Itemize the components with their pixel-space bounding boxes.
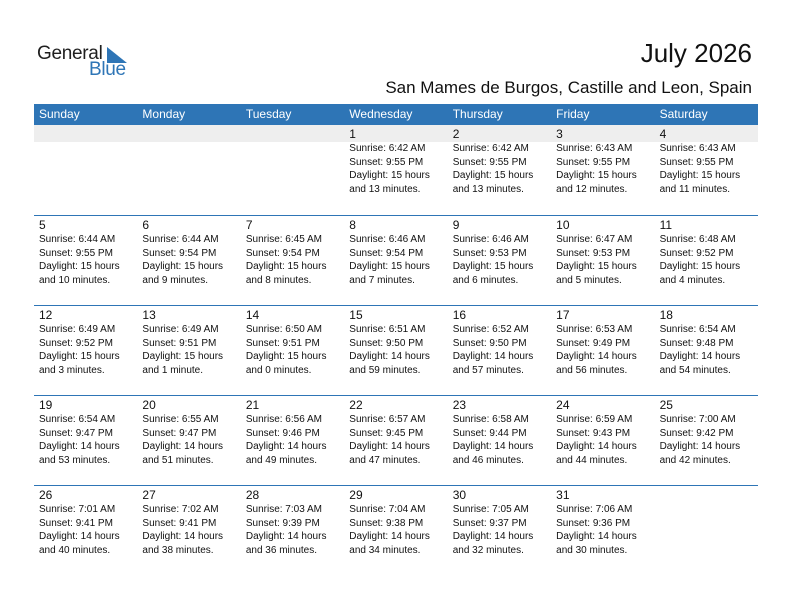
sunset-time: Sunset: 9:39 PM bbox=[245, 517, 320, 529]
day-cell bbox=[448, 125, 551, 215]
day-cell bbox=[34, 396, 137, 485]
sunset-time: Sunset: 9:52 PM bbox=[659, 247, 734, 259]
week-row bbox=[34, 215, 758, 305]
day-number: 20 bbox=[142, 398, 156, 412]
sunset-time: Sunset: 9:37 PM bbox=[452, 517, 527, 529]
sunrise-time: Sunrise: 6:44 AM bbox=[142, 234, 219, 245]
weekday-wednesday: Wednesday bbox=[349, 107, 413, 121]
sunrise-time: Sunrise: 7:06 AM bbox=[556, 504, 633, 515]
sunset-time: Sunset: 9:43 PM bbox=[556, 427, 631, 439]
sunrise-time: Sunrise: 6:42 AM bbox=[452, 143, 529, 154]
weekday-header bbox=[34, 104, 758, 125]
day-cell bbox=[551, 125, 654, 215]
sunset-time: Sunset: 9:53 PM bbox=[452, 247, 527, 259]
sunset-time: Sunset: 9:49 PM bbox=[556, 337, 631, 349]
daylight-hours: Daylight: 14 hours bbox=[452, 531, 534, 542]
day-number-band bbox=[34, 125, 137, 142]
daylight-hours: Daylight: 15 hours bbox=[452, 261, 534, 272]
daylight-minutes: and 6 minutes. bbox=[452, 274, 519, 286]
sunrise-time: Sunrise: 6:50 AM bbox=[245, 324, 322, 335]
sunset-time: Sunset: 9:47 PM bbox=[39, 427, 113, 439]
day-number-band bbox=[39, 216, 137, 233]
daylight-hours: Daylight: 15 hours bbox=[142, 261, 224, 272]
day-number: 14 bbox=[245, 308, 260, 322]
day-cell bbox=[344, 396, 447, 485]
sunrise-time: Sunrise: 6:54 AM bbox=[659, 324, 736, 335]
day-number-band bbox=[556, 486, 654, 503]
sunset-time: Sunset: 9:55 PM bbox=[39, 247, 113, 259]
calendar-weeks bbox=[34, 125, 758, 575]
day-number: 6 bbox=[142, 218, 150, 232]
weekday-thursday: Thursday bbox=[452, 107, 503, 121]
day-cell bbox=[551, 306, 654, 395]
day-cell bbox=[241, 396, 344, 485]
day-cell bbox=[655, 306, 758, 395]
week-row bbox=[34, 395, 758, 485]
daylight-hours: Daylight: 15 hours bbox=[659, 261, 741, 272]
daylight-minutes: and 1 minute. bbox=[142, 364, 204, 376]
sunset-time: Sunset: 9:55 PM bbox=[452, 156, 527, 168]
daylight-minutes: and 5 minutes. bbox=[556, 274, 622, 286]
day-cell bbox=[655, 125, 758, 215]
day-number-band bbox=[660, 486, 758, 503]
sunrise-time: Sunrise: 6:55 AM bbox=[142, 414, 219, 425]
daylight-minutes: and 38 minutes. bbox=[142, 544, 214, 556]
daylight-minutes: and 57 minutes. bbox=[452, 364, 524, 376]
empty-day-cell bbox=[137, 125, 240, 215]
sunrise-time: Sunrise: 6:54 AM bbox=[39, 414, 116, 425]
logo-text-general: General bbox=[37, 43, 103, 64]
daylight-minutes: and 49 minutes. bbox=[245, 454, 318, 466]
daylight-minutes: and 40 minutes. bbox=[39, 544, 111, 556]
sunset-time: Sunset: 9:50 PM bbox=[452, 337, 527, 349]
sunset-time: Sunset: 9:41 PM bbox=[142, 517, 217, 529]
day-cell bbox=[655, 216, 758, 305]
daylight-hours: Daylight: 15 hours bbox=[659, 170, 741, 181]
day-number-band bbox=[556, 306, 654, 323]
day-number-band bbox=[142, 396, 240, 413]
daylight-hours: Daylight: 14 hours bbox=[349, 441, 430, 452]
week-row bbox=[34, 485, 758, 575]
daylight-minutes: and 4 minutes. bbox=[659, 274, 726, 286]
day-cell bbox=[344, 306, 447, 395]
sunrise-time: Sunrise: 6:42 AM bbox=[349, 143, 426, 154]
daylight-hours: Daylight: 15 hours bbox=[349, 170, 430, 181]
sunrise-time: Sunrise: 6:49 AM bbox=[39, 324, 116, 335]
day-number: 5 bbox=[39, 218, 46, 232]
day-cell bbox=[137, 216, 240, 305]
sunrise-time: Sunrise: 6:47 AM bbox=[556, 234, 633, 245]
weekday-saturday: Saturday bbox=[659, 107, 708, 121]
sunset-time: Sunset: 9:41 PM bbox=[39, 517, 113, 529]
daylight-minutes: and 10 minutes. bbox=[39, 274, 111, 286]
daylight-minutes: and 53 minutes. bbox=[39, 454, 111, 466]
daylight-hours: Daylight: 14 hours bbox=[39, 531, 120, 542]
day-number-band bbox=[349, 486, 447, 503]
day-cell bbox=[34, 216, 137, 305]
weekday-monday: Monday bbox=[142, 107, 186, 121]
day-number-band bbox=[241, 125, 344, 142]
sunrise-time: Sunrise: 6:56 AM bbox=[245, 414, 322, 425]
daylight-hours: Daylight: 14 hours bbox=[349, 531, 430, 542]
day-number: 19 bbox=[39, 398, 53, 412]
sunset-time: Sunset: 9:54 PM bbox=[349, 247, 424, 259]
day-number-band bbox=[551, 125, 654, 142]
sunset-time: Sunset: 9:54 PM bbox=[245, 247, 320, 259]
day-number: 13 bbox=[142, 308, 156, 322]
daylight-minutes: and 36 minutes. bbox=[245, 544, 318, 556]
day-number-band bbox=[246, 396, 344, 413]
daylight-hours: Daylight: 15 hours bbox=[39, 261, 120, 272]
day-number: 1 bbox=[349, 127, 356, 141]
day-number: 31 bbox=[556, 488, 570, 502]
sunset-time: Sunset: 9:55 PM bbox=[349, 156, 424, 168]
day-cell bbox=[655, 396, 758, 485]
sunrise-time: Sunrise: 7:03 AM bbox=[245, 504, 322, 515]
sunset-time: Sunset: 9:42 PM bbox=[659, 427, 734, 439]
day-number: 12 bbox=[39, 308, 53, 322]
sunset-time: Sunset: 9:53 PM bbox=[556, 247, 631, 259]
day-number: 24 bbox=[556, 398, 570, 412]
daylight-minutes: and 13 minutes. bbox=[452, 183, 524, 195]
weekday-sunday: Sunday bbox=[39, 107, 80, 121]
daylight-hours: Daylight: 15 hours bbox=[556, 170, 637, 181]
sunrise-time: Sunrise: 7:04 AM bbox=[349, 504, 426, 515]
day-cell bbox=[344, 125, 447, 215]
day-cell bbox=[241, 216, 344, 305]
day-number: 7 bbox=[245, 218, 253, 232]
day-cell bbox=[448, 306, 551, 395]
day-number-band bbox=[556, 216, 654, 233]
sunrise-time: Sunrise: 7:01 AM bbox=[39, 504, 116, 515]
day-number-band bbox=[660, 396, 758, 413]
sunrise-time: Sunrise: 7:05 AM bbox=[452, 504, 529, 515]
sunset-time: Sunset: 9:51 PM bbox=[245, 337, 320, 349]
day-number-band bbox=[349, 396, 447, 413]
daylight-minutes: and 56 minutes. bbox=[556, 364, 628, 376]
daylight-hours: Daylight: 15 hours bbox=[245, 261, 327, 272]
day-number-band bbox=[453, 396, 551, 413]
day-number-band bbox=[246, 216, 344, 233]
daylight-hours: Daylight: 14 hours bbox=[556, 531, 637, 542]
day-number: 29 bbox=[349, 488, 363, 502]
sunset-time: Sunset: 9:44 PM bbox=[452, 427, 527, 439]
week-row bbox=[34, 305, 758, 395]
day-number: 22 bbox=[349, 398, 363, 412]
daylight-minutes: and 7 minutes. bbox=[349, 274, 415, 286]
daylight-hours: Daylight: 14 hours bbox=[452, 441, 534, 452]
day-number-band bbox=[660, 306, 758, 323]
day-number: 11 bbox=[659, 218, 673, 232]
daylight-hours: Daylight: 14 hours bbox=[659, 441, 741, 452]
daylight-hours: Daylight: 14 hours bbox=[245, 531, 327, 542]
daylight-minutes: and 9 minutes. bbox=[142, 274, 209, 286]
day-number-band bbox=[453, 216, 551, 233]
week-row bbox=[34, 125, 758, 215]
day-cell bbox=[241, 486, 344, 575]
daylight-minutes: and 8 minutes. bbox=[245, 274, 312, 286]
day-number: 8 bbox=[349, 218, 356, 232]
day-number-band bbox=[349, 306, 447, 323]
sunset-time: Sunset: 9:47 PM bbox=[142, 427, 217, 439]
day-number-band bbox=[655, 125, 758, 142]
day-cell bbox=[137, 486, 240, 575]
day-number-band bbox=[556, 396, 654, 413]
daylight-minutes: and 44 minutes. bbox=[556, 454, 628, 466]
day-cell bbox=[551, 396, 654, 485]
day-number-band bbox=[660, 216, 758, 233]
daylight-hours: Daylight: 14 hours bbox=[245, 441, 327, 452]
day-number: 26 bbox=[39, 488, 53, 502]
day-number-band bbox=[137, 125, 240, 142]
day-number: 21 bbox=[245, 398, 260, 412]
daylight-minutes: and 42 minutes. bbox=[659, 454, 731, 466]
sunset-time: Sunset: 9:54 PM bbox=[142, 247, 217, 259]
day-cell bbox=[34, 486, 137, 575]
day-cell bbox=[448, 486, 551, 575]
page-title: July 2026 bbox=[640, 38, 752, 68]
sunrise-time: Sunrise: 6:46 AM bbox=[349, 234, 426, 245]
sunrise-time: Sunrise: 6:43 AM bbox=[556, 143, 633, 154]
day-cell bbox=[34, 306, 137, 395]
daylight-minutes: and 46 minutes. bbox=[452, 454, 524, 466]
day-number-band bbox=[453, 306, 551, 323]
sunset-time: Sunset: 9:46 PM bbox=[245, 427, 320, 439]
empty-day-cell bbox=[655, 486, 758, 575]
daylight-hours: Daylight: 14 hours bbox=[556, 351, 637, 362]
location-subtitle: San Mames de Burgos, Castille and Leon, Spain bbox=[385, 78, 752, 97]
daylight-hours: Daylight: 14 hours bbox=[556, 441, 637, 452]
day-number: 30 bbox=[452, 488, 467, 502]
daylight-hours: Daylight: 15 hours bbox=[142, 351, 224, 362]
day-number: 17 bbox=[556, 308, 570, 322]
sunset-time: Sunset: 9:55 PM bbox=[556, 156, 631, 168]
day-number: 16 bbox=[452, 308, 467, 322]
day-number: 3 bbox=[556, 127, 563, 141]
sunrise-time: Sunrise: 7:00 AM bbox=[659, 414, 736, 425]
day-number: 15 bbox=[349, 308, 363, 322]
sunrise-time: Sunrise: 6:57 AM bbox=[349, 414, 426, 425]
logo-text-blue: Blue bbox=[89, 59, 126, 80]
weekday-friday: Friday bbox=[556, 107, 590, 121]
sunset-time: Sunset: 9:52 PM bbox=[39, 337, 113, 349]
weekday-tuesday: Tuesday bbox=[245, 107, 292, 121]
daylight-hours: Daylight: 15 hours bbox=[556, 261, 637, 272]
sunset-time: Sunset: 9:45 PM bbox=[349, 427, 424, 439]
sunrise-time: Sunrise: 6:51 AM bbox=[349, 324, 426, 335]
day-cell bbox=[551, 486, 654, 575]
day-number: 4 bbox=[659, 127, 667, 141]
day-number-band bbox=[39, 306, 137, 323]
sunrise-time: Sunrise: 6:43 AM bbox=[659, 143, 736, 154]
sunrise-time: Sunrise: 6:52 AM bbox=[452, 324, 529, 335]
day-cell bbox=[137, 396, 240, 485]
sunrise-time: Sunrise: 6:58 AM bbox=[452, 414, 529, 425]
sunset-time: Sunset: 9:38 PM bbox=[349, 517, 424, 529]
day-number: 27 bbox=[142, 488, 156, 502]
day-number: 18 bbox=[659, 308, 673, 322]
daylight-hours: Daylight: 14 hours bbox=[142, 441, 224, 452]
sunrise-time: Sunrise: 6:49 AM bbox=[142, 324, 219, 335]
daylight-minutes: and 30 minutes. bbox=[556, 544, 628, 556]
daylight-minutes: and 54 minutes. bbox=[659, 364, 731, 376]
day-cell bbox=[241, 306, 344, 395]
day-number-band bbox=[39, 486, 137, 503]
day-number-band bbox=[142, 306, 240, 323]
sunrise-time: Sunrise: 6:59 AM bbox=[556, 414, 633, 425]
day-cell bbox=[551, 216, 654, 305]
day-number-band bbox=[344, 125, 447, 142]
sunset-time: Sunset: 9:48 PM bbox=[659, 337, 734, 349]
daylight-minutes: and 51 minutes. bbox=[142, 454, 214, 466]
daylight-minutes: and 0 minutes. bbox=[245, 364, 312, 376]
daylight-hours: Daylight: 15 hours bbox=[39, 351, 120, 362]
day-number-band bbox=[349, 216, 447, 233]
daylight-minutes: and 34 minutes. bbox=[349, 544, 421, 556]
daylight-hours: Daylight: 15 hours bbox=[349, 261, 430, 272]
day-number-band bbox=[39, 396, 137, 413]
day-number: 23 bbox=[452, 398, 467, 412]
day-number: 25 bbox=[659, 398, 673, 412]
daylight-hours: Daylight: 14 hours bbox=[349, 351, 430, 362]
sunrise-time: Sunrise: 7:02 AM bbox=[142, 504, 219, 515]
daylight-minutes: and 47 minutes. bbox=[349, 454, 421, 466]
day-number-band bbox=[142, 216, 240, 233]
sunrise-time: Sunrise: 6:46 AM bbox=[452, 234, 529, 245]
daylight-minutes: and 12 minutes. bbox=[556, 183, 628, 195]
empty-day-cell bbox=[34, 125, 137, 215]
day-number: 2 bbox=[452, 127, 460, 141]
daylight-minutes: and 32 minutes. bbox=[452, 544, 524, 556]
day-number-band bbox=[246, 306, 344, 323]
daylight-minutes: and 59 minutes. bbox=[349, 364, 421, 376]
daylight-hours: Daylight: 14 hours bbox=[142, 531, 224, 542]
daylight-minutes: and 11 minutes. bbox=[659, 183, 730, 195]
day-cell bbox=[137, 306, 240, 395]
sunrise-time: Sunrise: 6:45 AM bbox=[245, 234, 322, 245]
day-number: 9 bbox=[452, 218, 460, 232]
daylight-hours: Daylight: 14 hours bbox=[659, 351, 741, 362]
daylight-hours: Daylight: 15 hours bbox=[452, 170, 534, 181]
sunset-time: Sunset: 9:36 PM bbox=[556, 517, 631, 529]
daylight-minutes: and 13 minutes. bbox=[349, 183, 421, 195]
sunset-time: Sunset: 9:55 PM bbox=[659, 156, 734, 168]
day-number: 28 bbox=[245, 488, 260, 502]
day-cell bbox=[448, 216, 551, 305]
day-number-band bbox=[246, 486, 344, 503]
daylight-hours: Daylight: 14 hours bbox=[39, 441, 120, 452]
sunset-time: Sunset: 9:51 PM bbox=[142, 337, 217, 349]
sunrise-time: Sunrise: 6:53 AM bbox=[556, 324, 633, 335]
day-number: 10 bbox=[556, 218, 570, 232]
daylight-hours: Daylight: 14 hours bbox=[452, 351, 534, 362]
daylight-minutes: and 3 minutes. bbox=[39, 364, 105, 376]
sunrise-time: Sunrise: 6:44 AM bbox=[39, 234, 116, 245]
day-number-band bbox=[453, 486, 551, 503]
day-number-band bbox=[142, 486, 240, 503]
day-cell bbox=[344, 486, 447, 575]
sunrise-time: Sunrise: 6:48 AM bbox=[659, 234, 736, 245]
day-cell bbox=[448, 396, 551, 485]
logo bbox=[37, 44, 137, 80]
empty-day-cell bbox=[241, 125, 344, 215]
day-cell bbox=[344, 216, 447, 305]
sunset-time: Sunset: 9:50 PM bbox=[349, 337, 424, 349]
day-number-band bbox=[448, 125, 551, 142]
daylight-hours: Daylight: 15 hours bbox=[245, 351, 327, 362]
calendar bbox=[34, 104, 758, 575]
